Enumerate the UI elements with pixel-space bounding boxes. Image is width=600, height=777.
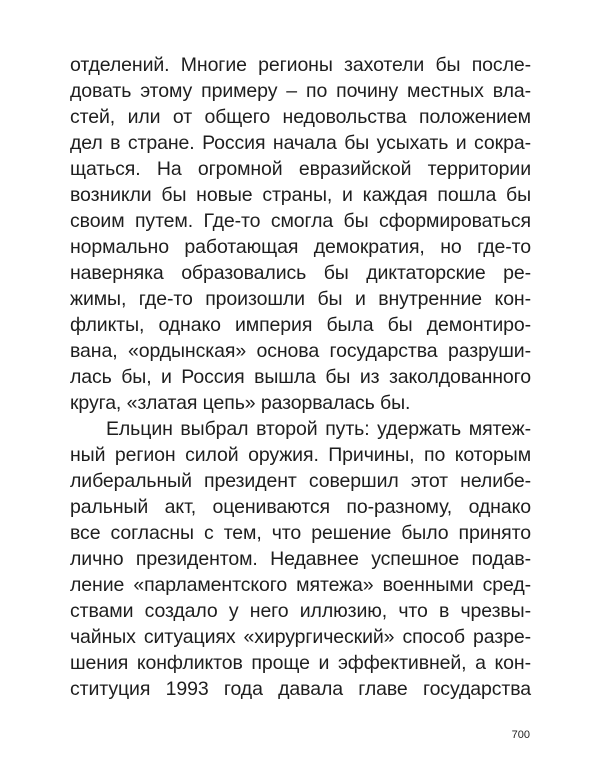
- text-line: возникли бы новые страны, и каждая пошла бы: [70, 184, 531, 206]
- text-line: дел в стране. Россия начала бы усыхать и сокра-: [70, 132, 531, 154]
- text-line: стей, или от общего недовольства положением: [70, 106, 531, 128]
- text-line: Ельцин выбрал второй путь: удержать мятеж-: [106, 418, 531, 440]
- text-line: либеральный президент совершил этот нелибе-: [70, 470, 531, 492]
- text-line: щаться. На огромной евразийской территории: [70, 158, 531, 180]
- paragraph: [70, 416, 531, 702]
- text-line: ный регион силой оружия. Причины, по которым: [70, 444, 531, 466]
- text-line: лась бы, и Россия вышла бы из заколдованного: [70, 366, 531, 388]
- text-line: все согласны с тем, что решение было принято: [70, 522, 531, 544]
- body-text: [70, 52, 531, 702]
- text-line: ральный акт, оцениваются по-разному, однако: [70, 496, 531, 518]
- text-line: круга, «златая цепь» разорвалась бы.: [70, 392, 411, 414]
- text-line: наверняка образовались бы диктаторские ре-: [70, 262, 531, 284]
- page-number: 700: [511, 729, 530, 741]
- text-line: ствами создало у него иллюзию, что в чрезвы-: [70, 600, 531, 622]
- text-line: довать этому примеру – по почину местных вла-: [70, 80, 531, 102]
- text-line: фликты, однако империя была бы демонтиро-: [70, 314, 531, 336]
- text-line: ституция 1993 года давала главе государства: [70, 678, 531, 700]
- text-line: лично президентом. Недавнее успешное подав-: [70, 548, 531, 570]
- text-line: шения конфликтов проще и эффективней, а кон-: [70, 652, 531, 674]
- text-line: ление «парламентского мятежа» военными сред-: [70, 574, 531, 596]
- text-line: нормально работающая демократия, но где-то: [70, 236, 531, 258]
- text-line: чайных ситуациях «хирургический» способ разре-: [70, 626, 531, 648]
- text-line: отделений. Многие регионы захотели бы после-: [70, 54, 531, 76]
- text-line: своим путем. Где-то смогла бы сформироваться: [70, 210, 531, 232]
- text-line: жимы, где-то произошли бы и внутренние кон-: [70, 288, 531, 310]
- text-line: вана, «ордынская» основа государства разруши-: [70, 340, 531, 362]
- paragraph: [70, 52, 531, 416]
